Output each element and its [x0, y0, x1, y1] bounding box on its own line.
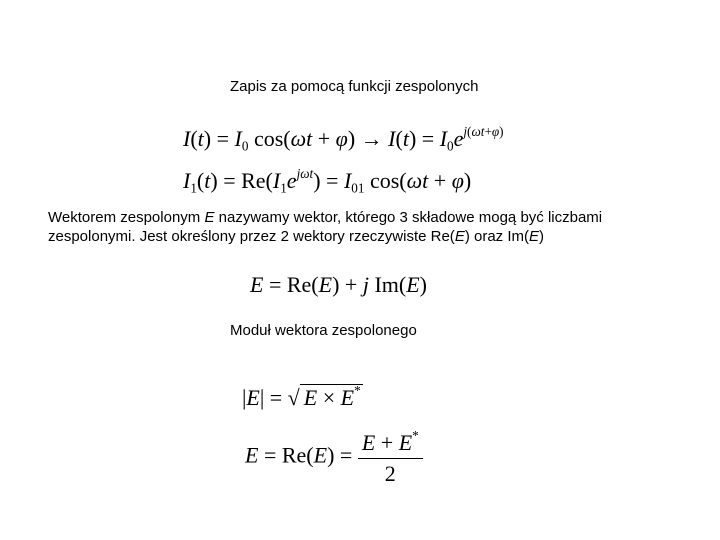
- heading-modulus: Moduł wektora zespolonego: [230, 322, 417, 339]
- formula-current-complex: $I(t) = I_0$ $\cos(\omega t + \varphi) \to I(t) = I_0e^{j(\omega t+\varphi)}$: [183, 124, 504, 154]
- formula-vector-decomposition: E = Re(E) + j Im(E): [250, 272, 427, 297]
- formula-real-half-sum: E = Re(E) = $\frac{E + E^*}{2}$: [245, 428, 423, 487]
- formula-modulus: |E| = √ E × E*: [242, 383, 361, 410]
- definition-paragraph: Wektorem zespolonym E nazywamy wektor, którego 3 składowe mogą być liczbami zespolonymi. Jest określony przez 2 wektory rzeczywiste Re(E) oraz Im(E): [48, 209, 603, 245]
- heading-complex-notation: Zapis za pomocą funkcji zespolonych: [230, 78, 479, 95]
- formula-real-part: $I_1(t) = Re(I_1e^{j\omega t}) = I_{01}$ cos(ωt + φ): [183, 166, 472, 196]
